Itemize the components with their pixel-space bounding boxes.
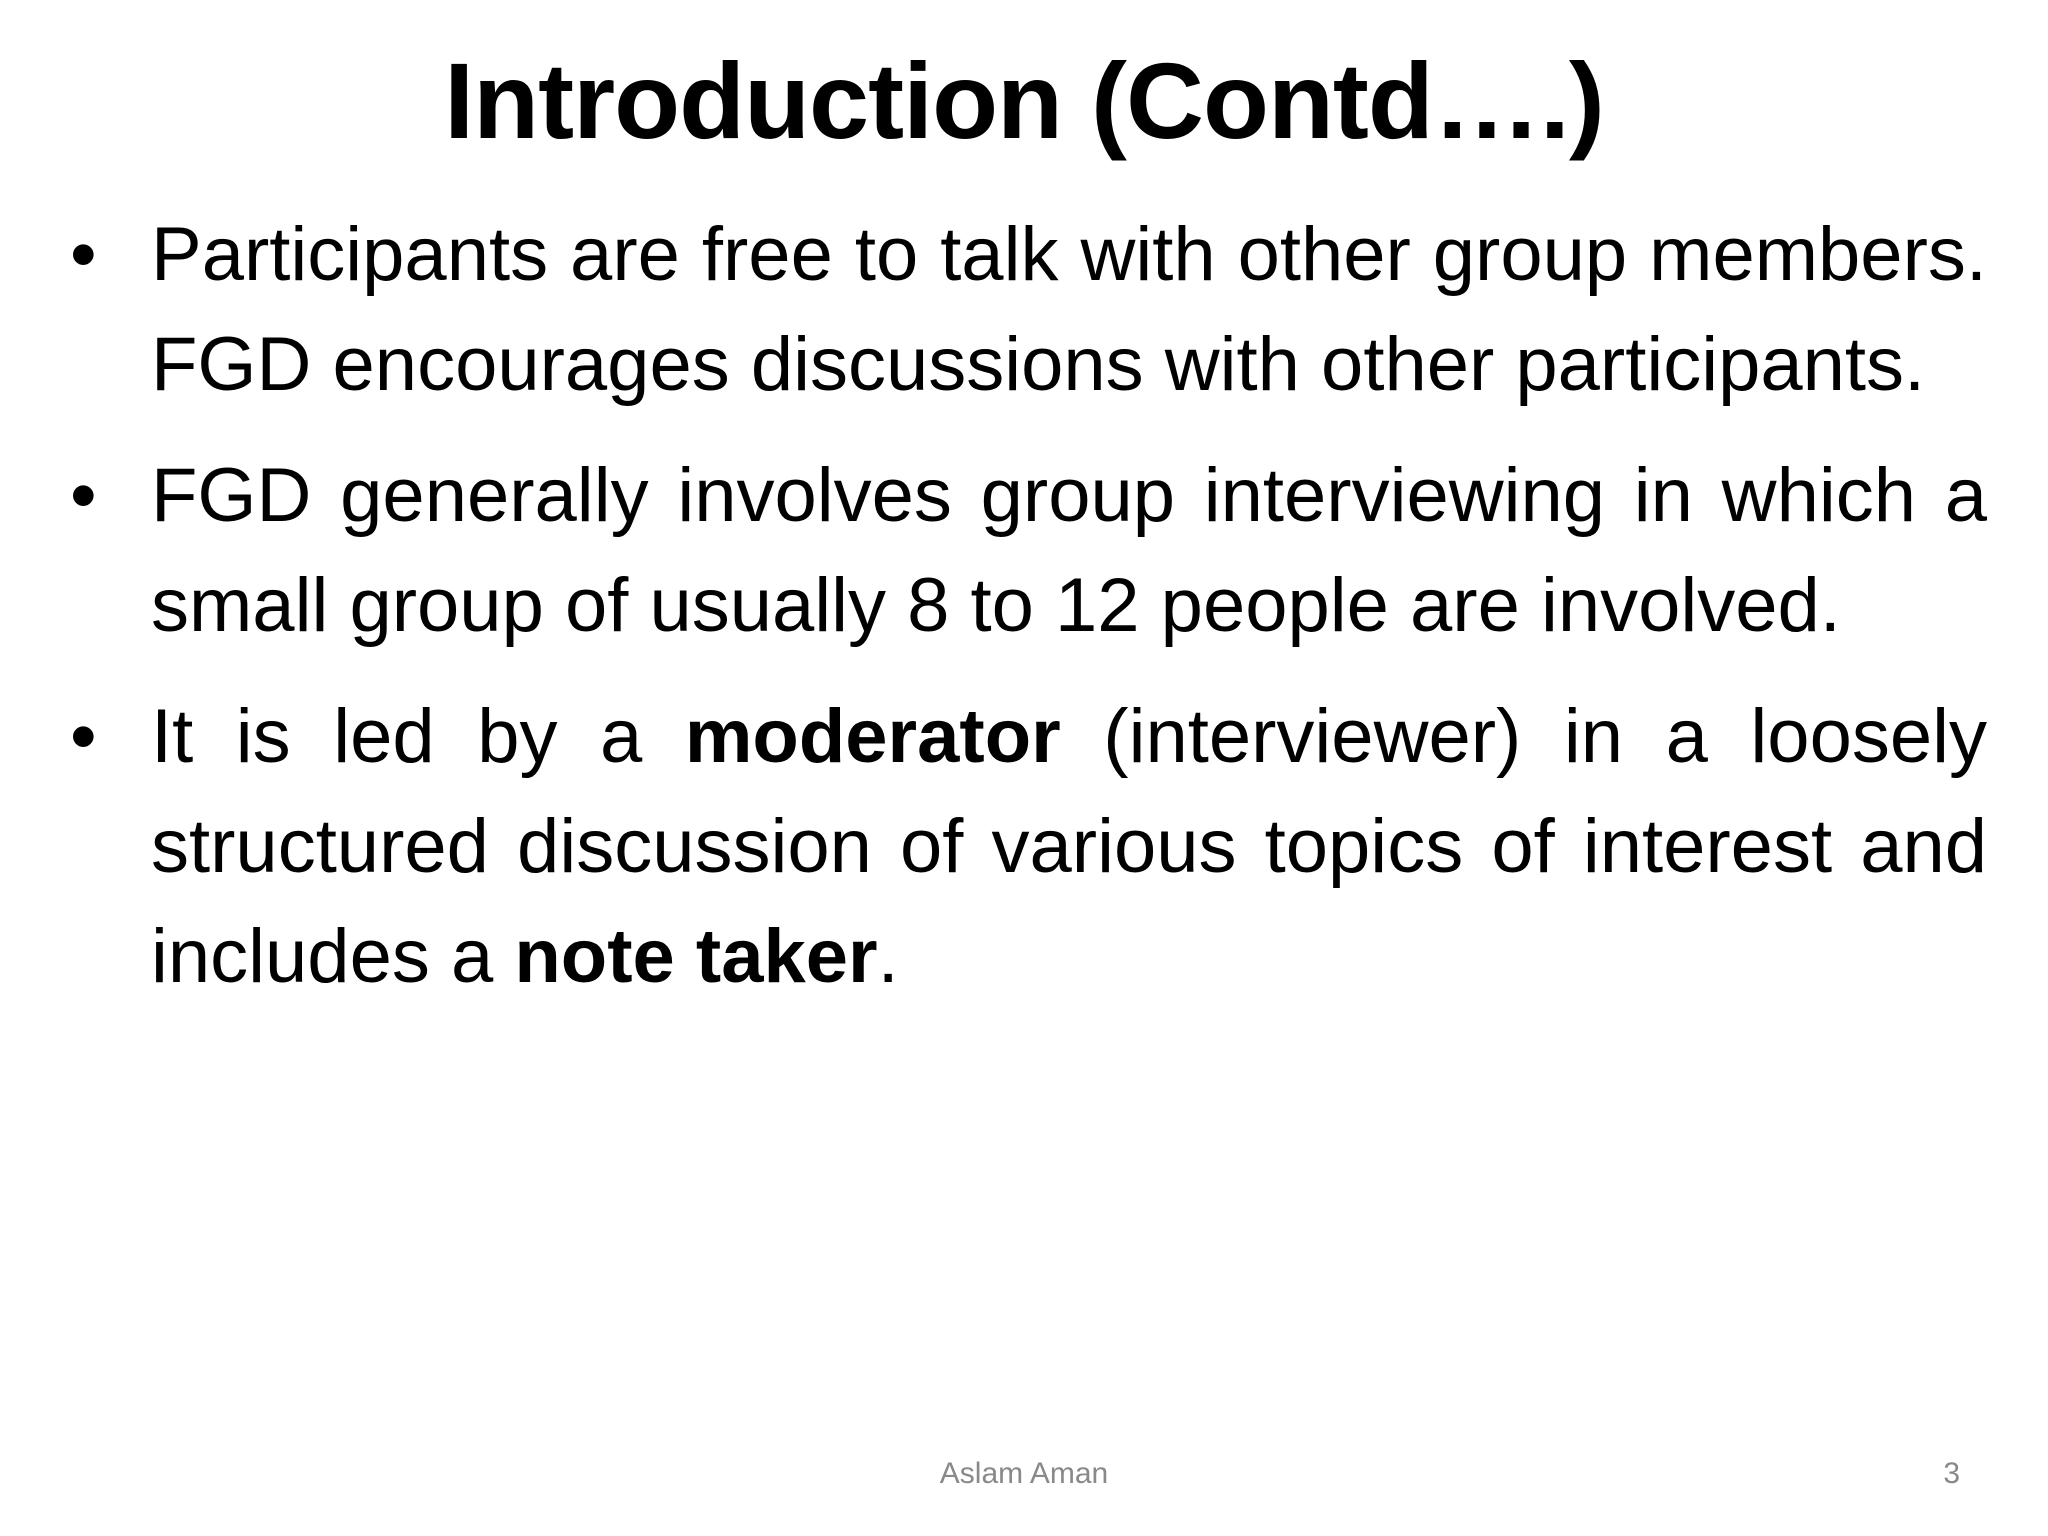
bullet-text-segment: Participants are free to talk with other group members. FGD encourages discussions with other participants.: [151, 212, 1987, 407]
bullet-text-segment: It is led by a: [151, 694, 685, 779]
bullet-dot-icon: •: [70, 453, 97, 538]
bullet-text-segment: .: [877, 914, 899, 999]
bullet-text-bold-note-taker: note taker: [514, 914, 878, 999]
footer-author: Aslam Aman: [939, 1457, 1109, 1490]
bullet-item: [0, 441, 1987, 661]
slide-title: Introduction (Contd….): [444, 40, 1604, 161]
bullet-item: [0, 200, 1987, 420]
bullet-text: [151, 694, 1987, 999]
bullet-text: [151, 453, 1987, 648]
bullet-item: [0, 682, 1987, 1012]
bullet-text-segment: FGD generally involves group interviewing in which a small group of usually 8 to 12 people are involved.: [151, 453, 1987, 648]
slide-number: 3: [1943, 1457, 1960, 1490]
bullet-text-bold-moderator: moderator: [684, 694, 1061, 779]
bullet-dot-icon: •: [70, 212, 97, 297]
bullet-text: [151, 212, 1987, 407]
bullet-dot-icon: •: [70, 694, 97, 779]
bullet-list: [0, 200, 2048, 1033]
bullet-text-segment: (interviewer) in a loosely structured discussion of various topics of interest and includes a: [151, 694, 1987, 999]
